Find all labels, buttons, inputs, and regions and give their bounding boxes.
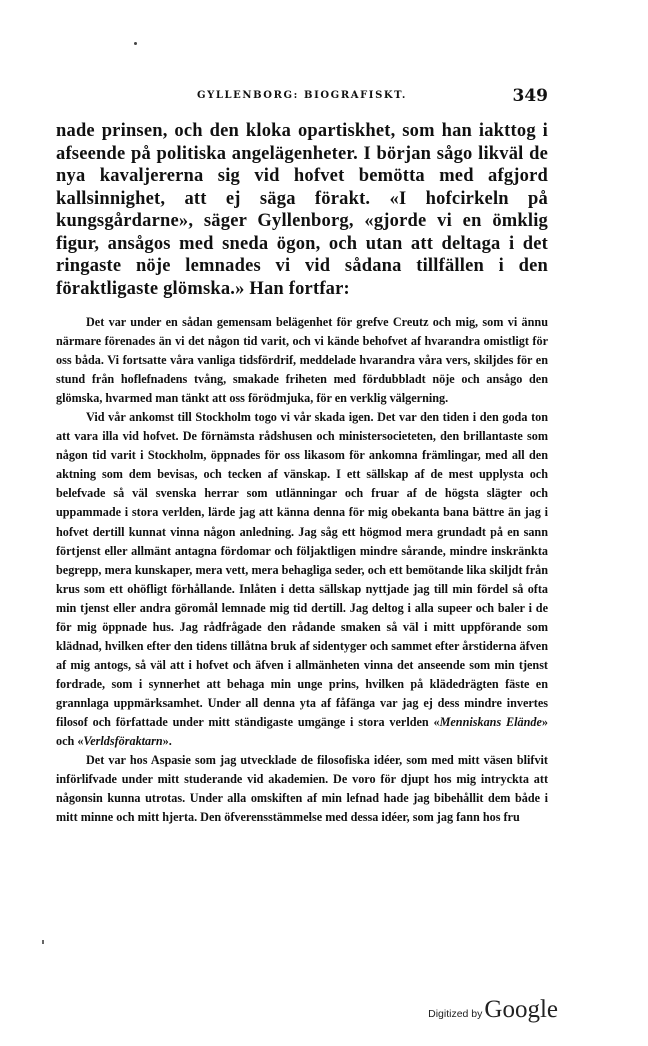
margin-mark [42,940,44,944]
page-header [56,86,548,108]
quote-paragraph-3: Det var hos Aspasie som jag utvecklade de filosofiska idéer, som med mitt väsen blifvit införlifvade under mitt studerande vid akademien. De voro för djupt hos mig intryckta att någonsin kunna utrotas. Under alla omskiften af min lefnad hade jag bibehållit dem både i mitt minne och mitt hjerta. Den öfverensstämmelse med dessa idéer, som jag fann hos fru [56,753,548,825]
page-number: 349 [512,86,548,106]
running-head: GYLLENBORG: BIOGRAFISKT. [196,90,408,101]
closing-quote: ». [162,734,172,749]
digitization-watermark [428,996,558,1024]
lead-paragraph: nade prinsen, och den kloka opartiskhet, som han iakttog i afseende på politiska angelägenheter. I början sågo likväl de nya kavaljererna sig vid hofvet bemötta med afgjord kallsinnighet, att ej säga förakt. «I hofcirkeln på kungsgårdarne», säger Gyllenborg, «gjorde vi en ömklig figur, ansågos med sneda ögon, och utan att deltaga i det ringaste nöje lemnades vi vid sådana tillfällen i den föraktligaste glömska.» Han fortfar: [56,121,548,299]
ink-speck [134,42,137,45]
quote-paragraph-2 [56,408,548,751]
quote-paragraph-2-text: Vid vår ankomst till Stockholm togo vi vår skada igen. Det var den tiden i den goda ton att vara illa vid hofvet. De förnämsta rådshusen och ministersocieteten, den brillantaste som någon tid varit i Stockholm, öppnades för oss likasom för ankomna främlingar, med all den aktning som dem bevisas, och tecken af vänskap. I ett sällskap af de mest upplysta och belefvade så väl svenska herrar som utlänningar och fruar af de högsta slägter och uppammade i stora verlden, lärde jag att känna denna för mig obekanta bana bättre än jag i hofvet dertill kunnat vinna någon anledning. Jag såg ett högmod mera grundadt på en sann förtjenst eller allmänt antagna fördomar och följaktligen mindre sårande, mindre inskränkta begrepp, mera kunskaper, mera vett, mera behagliga seder, och ett bemötande lika skiljdt från krus som ett ohöfligt förhållande. Inlåten i detta sällskap nyttjade jag till min fördel så ofta min tjenst eller andra göromål lemnade mig tid dertill. Jag deltog i alla supeer och baler i de för mig öppnade hus. Jag rådfrågade den rådande smaken så väl i mitt uppförande som klädnad, hvilken efter den tidens tillåtna bruk af sidentyger och sammet efter årstiderna äfven af mig antogs, så väl att i hofvet och äfven i allmänheten vinna det anseende som min tjenst fordrade, som i synnerhet att behaga min unge prins, hvilken på klädedrägten fäste en grannlaga uppmärksamhet. Under all denna yta af fåfänga var jag ej dess mindre invertes filosof och författade under mitt ständigaste umgänge i stora verlden « [56,410,548,729]
quote-paragraph-1: Det var under en sådan gemensam belägenhet för grefve Creutz och mig, som vi ännu närmare förenades än vi det någon tid varit, och vi kände behofvet af hvarandra omistligt för oss båda. Vi fortsatte våra vanliga tidsfördrif, meddelade hvarandra våra vers, skiljdes för en stund från hoflefnadens tvång, smakade friheten med fördubbladt nöje och ansågo den glömska, hvarmed man tänkt att oss förödmjuka, för en verklig välgerning. [56,315,548,406]
work-title-verldsforaktarn: Verldsföraktarn [83,734,163,749]
title-joiner: » och « [56,714,548,749]
digitized-by-label: Digitized by [428,1008,483,1020]
quoted-passage [56,313,548,827]
google-logo: Google [484,996,558,1023]
work-title-menniskans-elande: Menniskans Elände [439,714,542,729]
